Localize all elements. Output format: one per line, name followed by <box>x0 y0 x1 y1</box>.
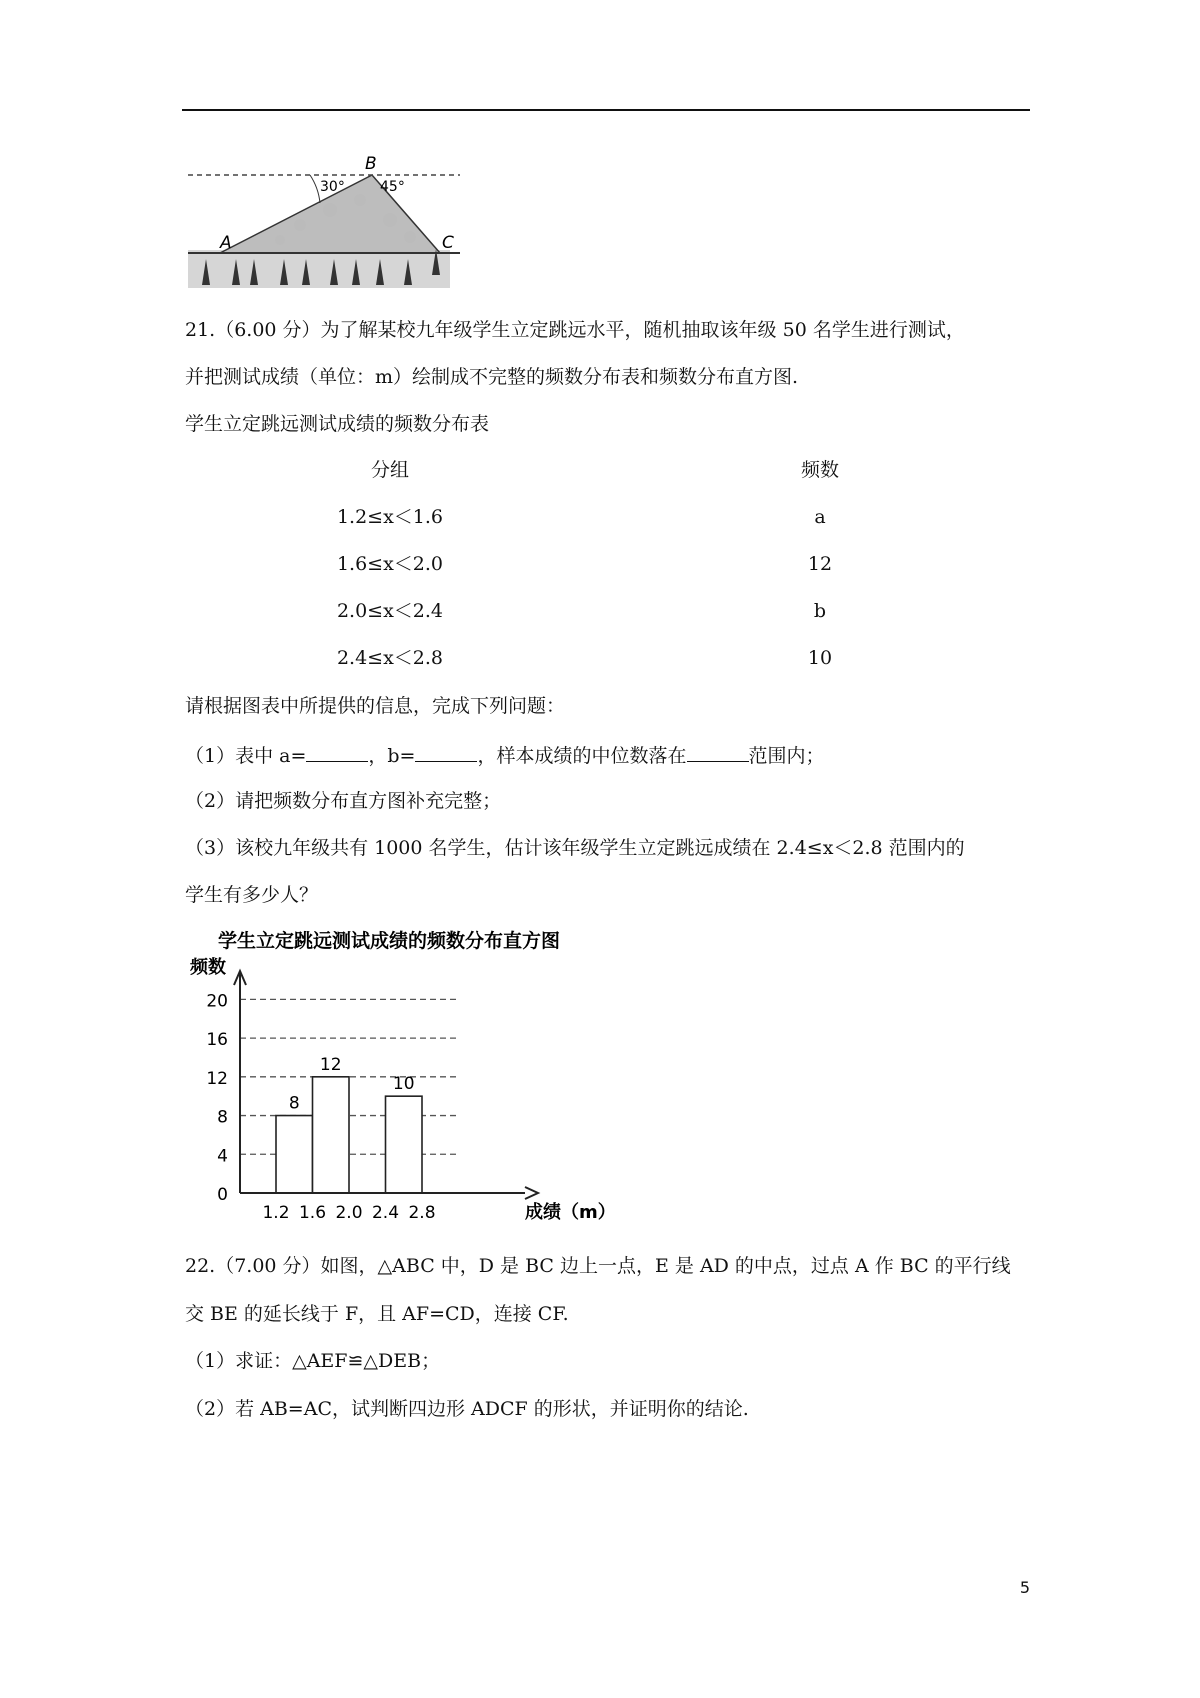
q22-line1: 22.（7.00 分）如图，△ABC 中，D 是 BC 边上一点，E 是 AD 的中点，过点 A 作 BC 的平行线 <box>185 1255 1011 1277</box>
y-tick-label: 4 <box>217 1146 228 1167</box>
y-tick-label: 20 <box>206 991 228 1012</box>
histogram-chart <box>180 925 640 1225</box>
chart-ylabel: 频数 <box>190 957 226 978</box>
bar-value-label: 10 <box>392 1074 415 1095</box>
chart-xlabel: 成绩（m） <box>525 1202 616 1223</box>
q22-part2: （2）若 AB=AC，试判断四边形 ADCF 的形状，并证明你的结论. <box>185 1398 749 1420</box>
y-tick-label: 0 <box>217 1185 228 1205</box>
x-tick-label: 1.2 <box>262 1203 290 1223</box>
label-A: A <box>220 233 232 253</box>
x-tick-label: 2.0 <box>335 1203 363 1223</box>
table-title: 学生立定跳远测试成绩的频数分布表 <box>185 413 490 435</box>
q21-part2: （2）请把频数分布直方图补充完整； <box>185 790 502 812</box>
table-row-3-range: 2.0≤x＜2.4 <box>336 600 444 622</box>
label-C: C <box>442 233 454 253</box>
histogram-bar <box>313 1077 350 1193</box>
page-number: 5 <box>1019 1578 1030 1597</box>
y-tick-label: 16 <box>206 1030 228 1051</box>
y-tick-label: 8 <box>217 1107 228 1128</box>
x-tick-label: 2.8 <box>408 1203 436 1223</box>
x-tick-label: 2.4 <box>371 1203 400 1223</box>
answer-blank-median <box>687 741 749 762</box>
q21-part1-d: 范围内； <box>748 745 825 767</box>
table-row-2-range: 1.6≤x＜2.0 <box>336 553 444 575</box>
table-row-3-count: b <box>813 600 827 622</box>
answer-blank-b <box>415 741 477 762</box>
table-row-1-range: 1.2≤x＜1.6 <box>336 506 444 528</box>
q21-part1-b: ，b= <box>368 745 416 767</box>
q21-part3-line1: （3）该校九年级共有 1000 名学生，估计该年级学生立定跳远成绩在 2.4≤x＜2.8 范围内的 <box>185 837 965 859</box>
q22-part1: （1）求证：△AEF≌△DEB； <box>185 1350 441 1372</box>
histogram-bar <box>386 1096 423 1193</box>
chart-title: 学生立定跳远测试成绩的频数分布直方图 <box>218 930 561 952</box>
q22-line2: 交 BE 的延长线于 F，且 AF=CD，连接 CF. <box>185 1303 569 1325</box>
q21-prompt: 请根据图表中所提供的信息，完成下列问题： <box>185 695 566 717</box>
header-rule <box>182 109 1030 111</box>
q21-part1 <box>185 741 825 769</box>
y-tick-label: 12 <box>206 1068 228 1089</box>
q21-part3-line2: 学生有多少人？ <box>185 884 319 906</box>
table-row-1-count: a <box>814 506 826 528</box>
table-row-4-count: 10 <box>807 647 833 669</box>
table-header-group: 分组 <box>370 459 409 481</box>
q21-part1-c: ，样本成绩的中位数落在 <box>477 745 687 767</box>
bar-value-label: 12 <box>319 1054 342 1075</box>
x-tick-label: 1.6 <box>298 1203 327 1223</box>
angle-30-label: 30° <box>320 179 345 195</box>
q21-line2: 并把测试成绩（单位：m）绘制成不完整的频数分布表和频数分布直方图. <box>185 366 799 388</box>
x-axis-arrow-icon <box>525 1187 538 1199</box>
table-row-4-range: 2.4≤x＜2.8 <box>336 647 444 669</box>
histogram-bar <box>276 1116 313 1193</box>
mountain-figure <box>180 155 470 290</box>
answer-blank-a <box>306 741 368 762</box>
q21-line1: 21.（6.00 分）为了解某校九年级学生立定跳远水平，随机抽取该年级 50 名学生进行测试， <box>185 319 965 341</box>
table-header-frequency: 频数 <box>800 459 839 481</box>
table-row-2-count: 12 <box>807 553 833 575</box>
q21-part1-a: （1）表中 a= <box>185 745 307 767</box>
angle-45-label: 45° <box>380 179 405 195</box>
bar-value-label: 8 <box>288 1093 300 1114</box>
label-B: B <box>365 155 377 174</box>
